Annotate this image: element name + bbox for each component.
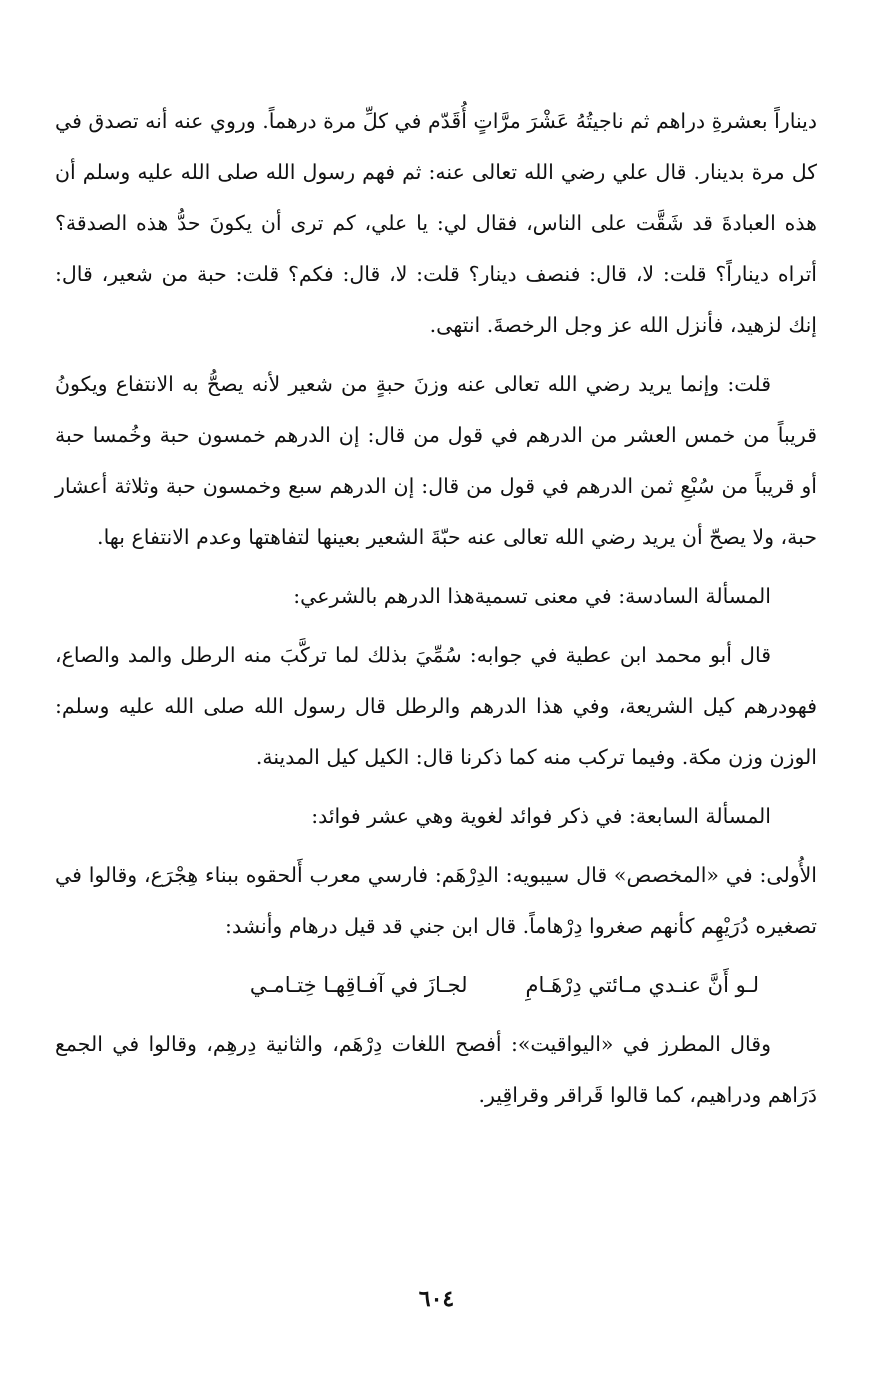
paragraph-ali-charity: ديناراً بعشرةِ دراهم ثم ناجيتُهُ عَشْرَ مرَّاتٍ أُقَدّم في كلِّ مرة درهماً. وروي عنه أنه تصدق في كل مرة بدينار. قال علي رضي الله تعالى عنه: ثم فهم رسول الله صلى الله عليه وسلم أن هذه العبادةَ قد شَقَّت على الناس، فقال لي: يا علي، كم ترى أن يكونَ حدُّ هذه الصدقة؟ أتراه ديناراً؟ قلت: لا، قال: فنصف دينار؟ قلت: لا، قال: فكم؟ قلت: حبة من شعير، قال: إنك لزهيد، فأنزل الله عز وجل الرخصةَ. انتهى.	[55, 109, 818, 337]
paragraph-barley-grain: قلت: وإنما يريد رضي الله تعالى عنه وزنَ حبةٍ من شعير لأنه يصحُّ به الانتفاع ويكونُ قريباً من خمس العشر من الدرهم في قول من قال: إن الدرهم خمسون حبة وخُمسا حبة أو قريباً من سُبْعِ ثمن الدرهم في قول من قال: إن الدرهم سبع وخمسون حبة وثلاثة أعشار حبة، ولا يصحّ أن يريد رضي الله تعالى عنه حبّةَ الشعير بعينها لتفاهتها وعدم الانتفاع بها.	[55, 372, 817, 549]
section-heading-sixth-issue: المسألة السادسة: في معنى تسميةهذا الدرهم بالشرعي:	[293, 584, 771, 608]
page-body	[55, 96, 817, 1129]
verse-second-hemistich: لجـازَ في آفـاقِهـا خِتـامـي	[249, 973, 468, 997]
paragraph-mutarriz: وقال المطرز في «اليواقيت»: أفصح اللغات دِرْهَم، والثانية دِرهِم، وقالوا في الجمع دَرَاهم ودراهيم، كما قالوا قَراقر وقراقِير.	[55, 1032, 817, 1107]
paragraph-ibn-atiyya: قال أبو محمد ابن عطية في جوابه: سُمِّيَ بذلك لما تركَّبَ منه الرطل والمد والصاع، فهودرهم كيل الشريعة، وفي هذا الدرهم والرطل قال رسول الله صلى الله عليه وسلم: الوزن وزن مكة. وفيما تركب منه كما ذكرنا قال: الكيل كيل المدينة.	[55, 643, 817, 769]
section-heading-seventh-issue: المسألة السابعة: في ذكر فوائد لغوية وهي عشر فوائد:	[311, 804, 771, 828]
page-number: ٦٠٤	[418, 1286, 455, 1312]
poetry-verse	[55, 960, 817, 1011]
verse-first-hemistich: لـو أَنَّ عنـدي مـائتي دِرْهَـامِ	[525, 973, 759, 997]
paragraph-first-benefit: الأُولى: في «المخصص» قال سيبويه: الدِرْهَم: فارسي معرب أَلحقوه ببناء هِجْرَع، وقالوا في تصغيره دُرَيْهِم كأنهم صغروا دِرْهاماً. قال ابن جني قد قيل درهام وأنشد:	[55, 863, 817, 938]
